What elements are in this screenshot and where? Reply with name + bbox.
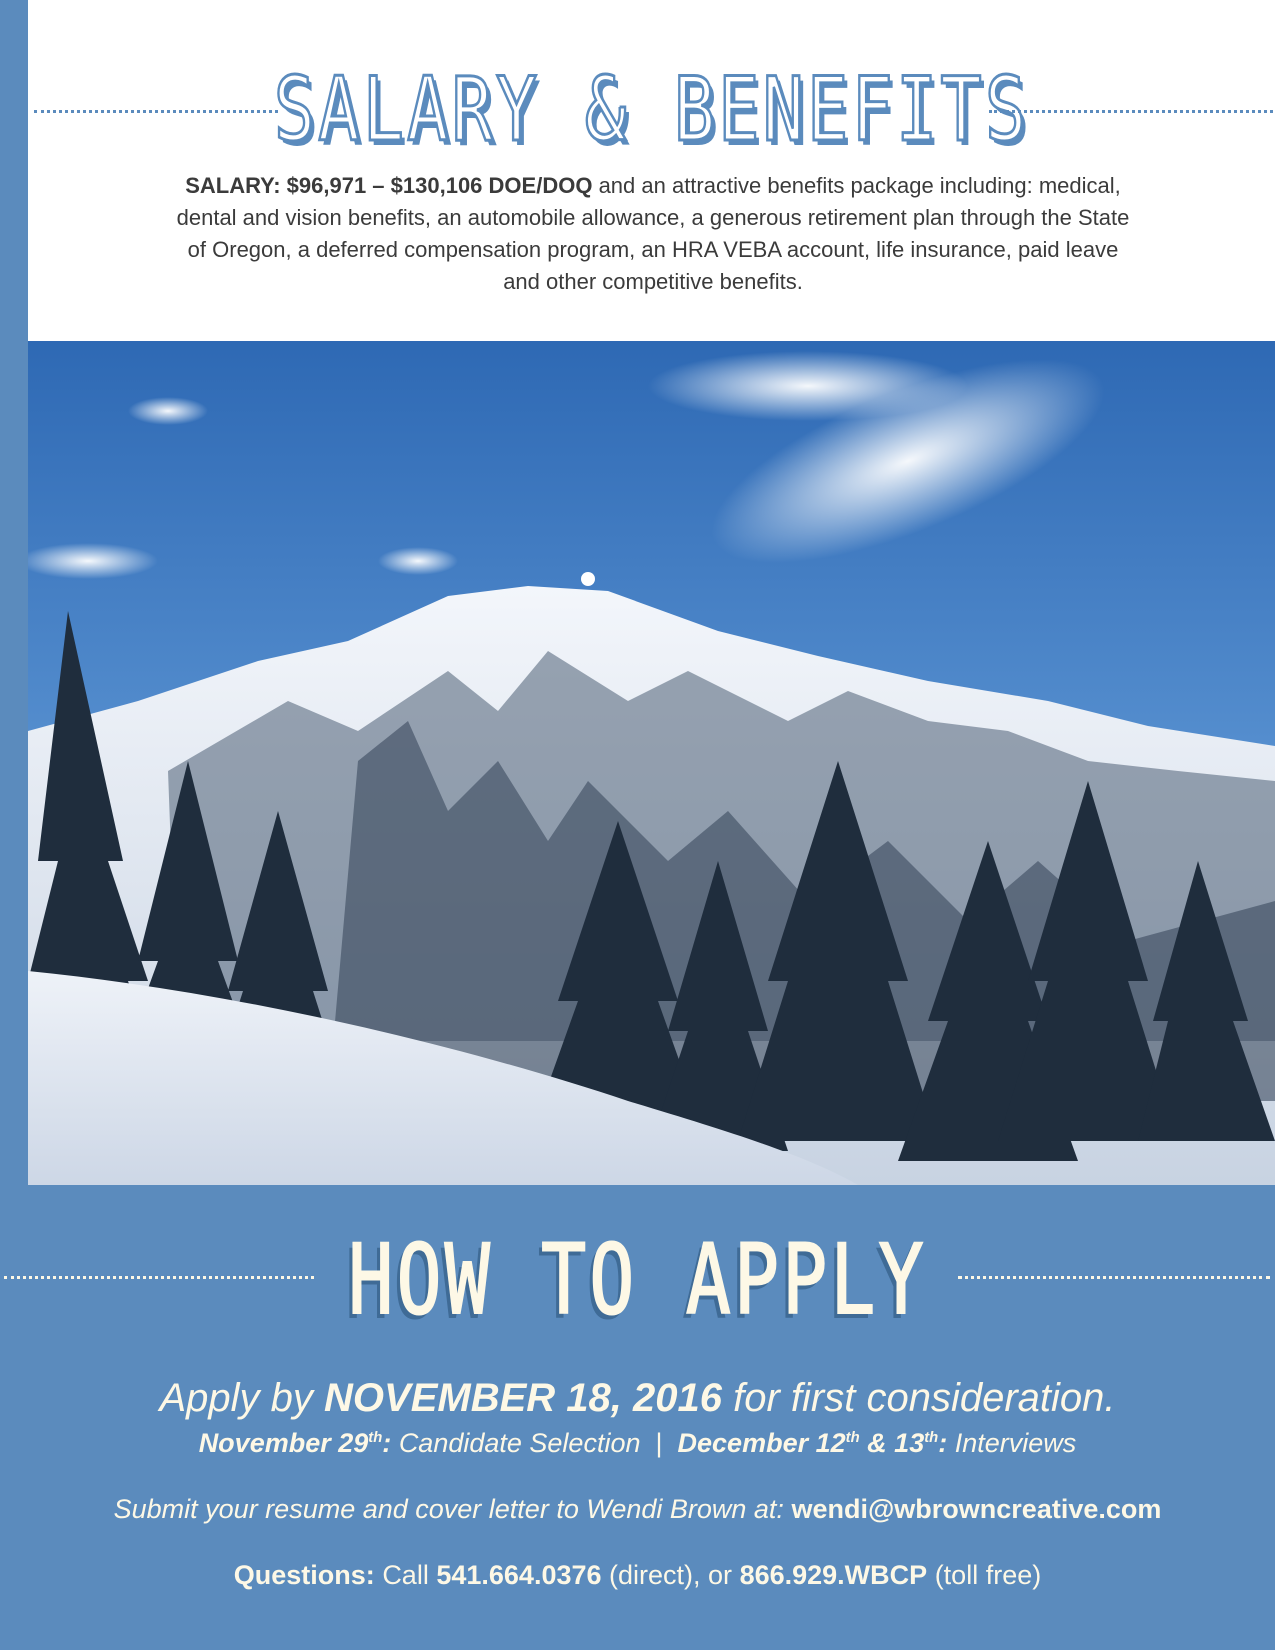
schedule-line [0, 1425, 1275, 1461]
phone-tollfree[interactable]: 866.929.WBCP [739, 1560, 928, 1590]
benefits-description: and an attractive benefits package including: medical, dental and vision benefits, an automobile allowance, a generous retirement plan through the State of Oregon, a deferred compensation program, an HRA VEBA account, life insurance, paid leave and other competitive benefits. [176, 173, 1130, 294]
questions-call: Call [382, 1560, 429, 1590]
dotted-rule-right [958, 1276, 1270, 1279]
left-accent-bar [0, 0, 28, 1185]
salary-label: SALARY: [185, 173, 281, 198]
salary-section [28, 0, 1275, 341]
selection-label: Candidate Selection [398, 1428, 641, 1458]
questions-line [0, 1557, 1275, 1593]
questions-label: Questions: [233, 1560, 375, 1590]
deadline-prefix: Apply by [159, 1376, 313, 1420]
interview-label: Interviews [954, 1428, 1077, 1458]
email-link[interactable]: wendi@wbrowncreative.com [791, 1494, 1162, 1524]
phone-direct[interactable]: 541.664.0376 [436, 1560, 602, 1590]
selection-date: November 29th: [198, 1428, 392, 1458]
deadline-date: NOVEMBER 18, 2016 [324, 1376, 722, 1420]
interview-dates: December 12th & 13th: [677, 1428, 948, 1458]
salary-range: $96,971 – $130,106 DOE/DOQ [286, 173, 593, 198]
dotted-rule-right [989, 110, 1273, 113]
salary-paragraph [168, 170, 1138, 298]
submit-text: Submit your resume and cover letter to Wendi Brown at: [113, 1494, 784, 1524]
deadline-line [0, 1373, 1275, 1423]
salary-heading: SALARY & BENEFITS [273, 58, 1030, 161]
schedule-separator: | [655, 1428, 663, 1458]
direct-label: (direct), or [609, 1560, 733, 1590]
tollfree-label: (toll free) [934, 1560, 1042, 1590]
deadline-suffix: for first consideration. [733, 1376, 1116, 1420]
snowy-mountain-photo [28, 341, 1275, 1185]
apply-heading: HOW TO APPLY [348, 1224, 927, 1336]
apply-heading-row [0, 1225, 1275, 1335]
apply-section [0, 1185, 1275, 1650]
submit-line [0, 1491, 1275, 1527]
salary-heading-row [28, 60, 1275, 160]
